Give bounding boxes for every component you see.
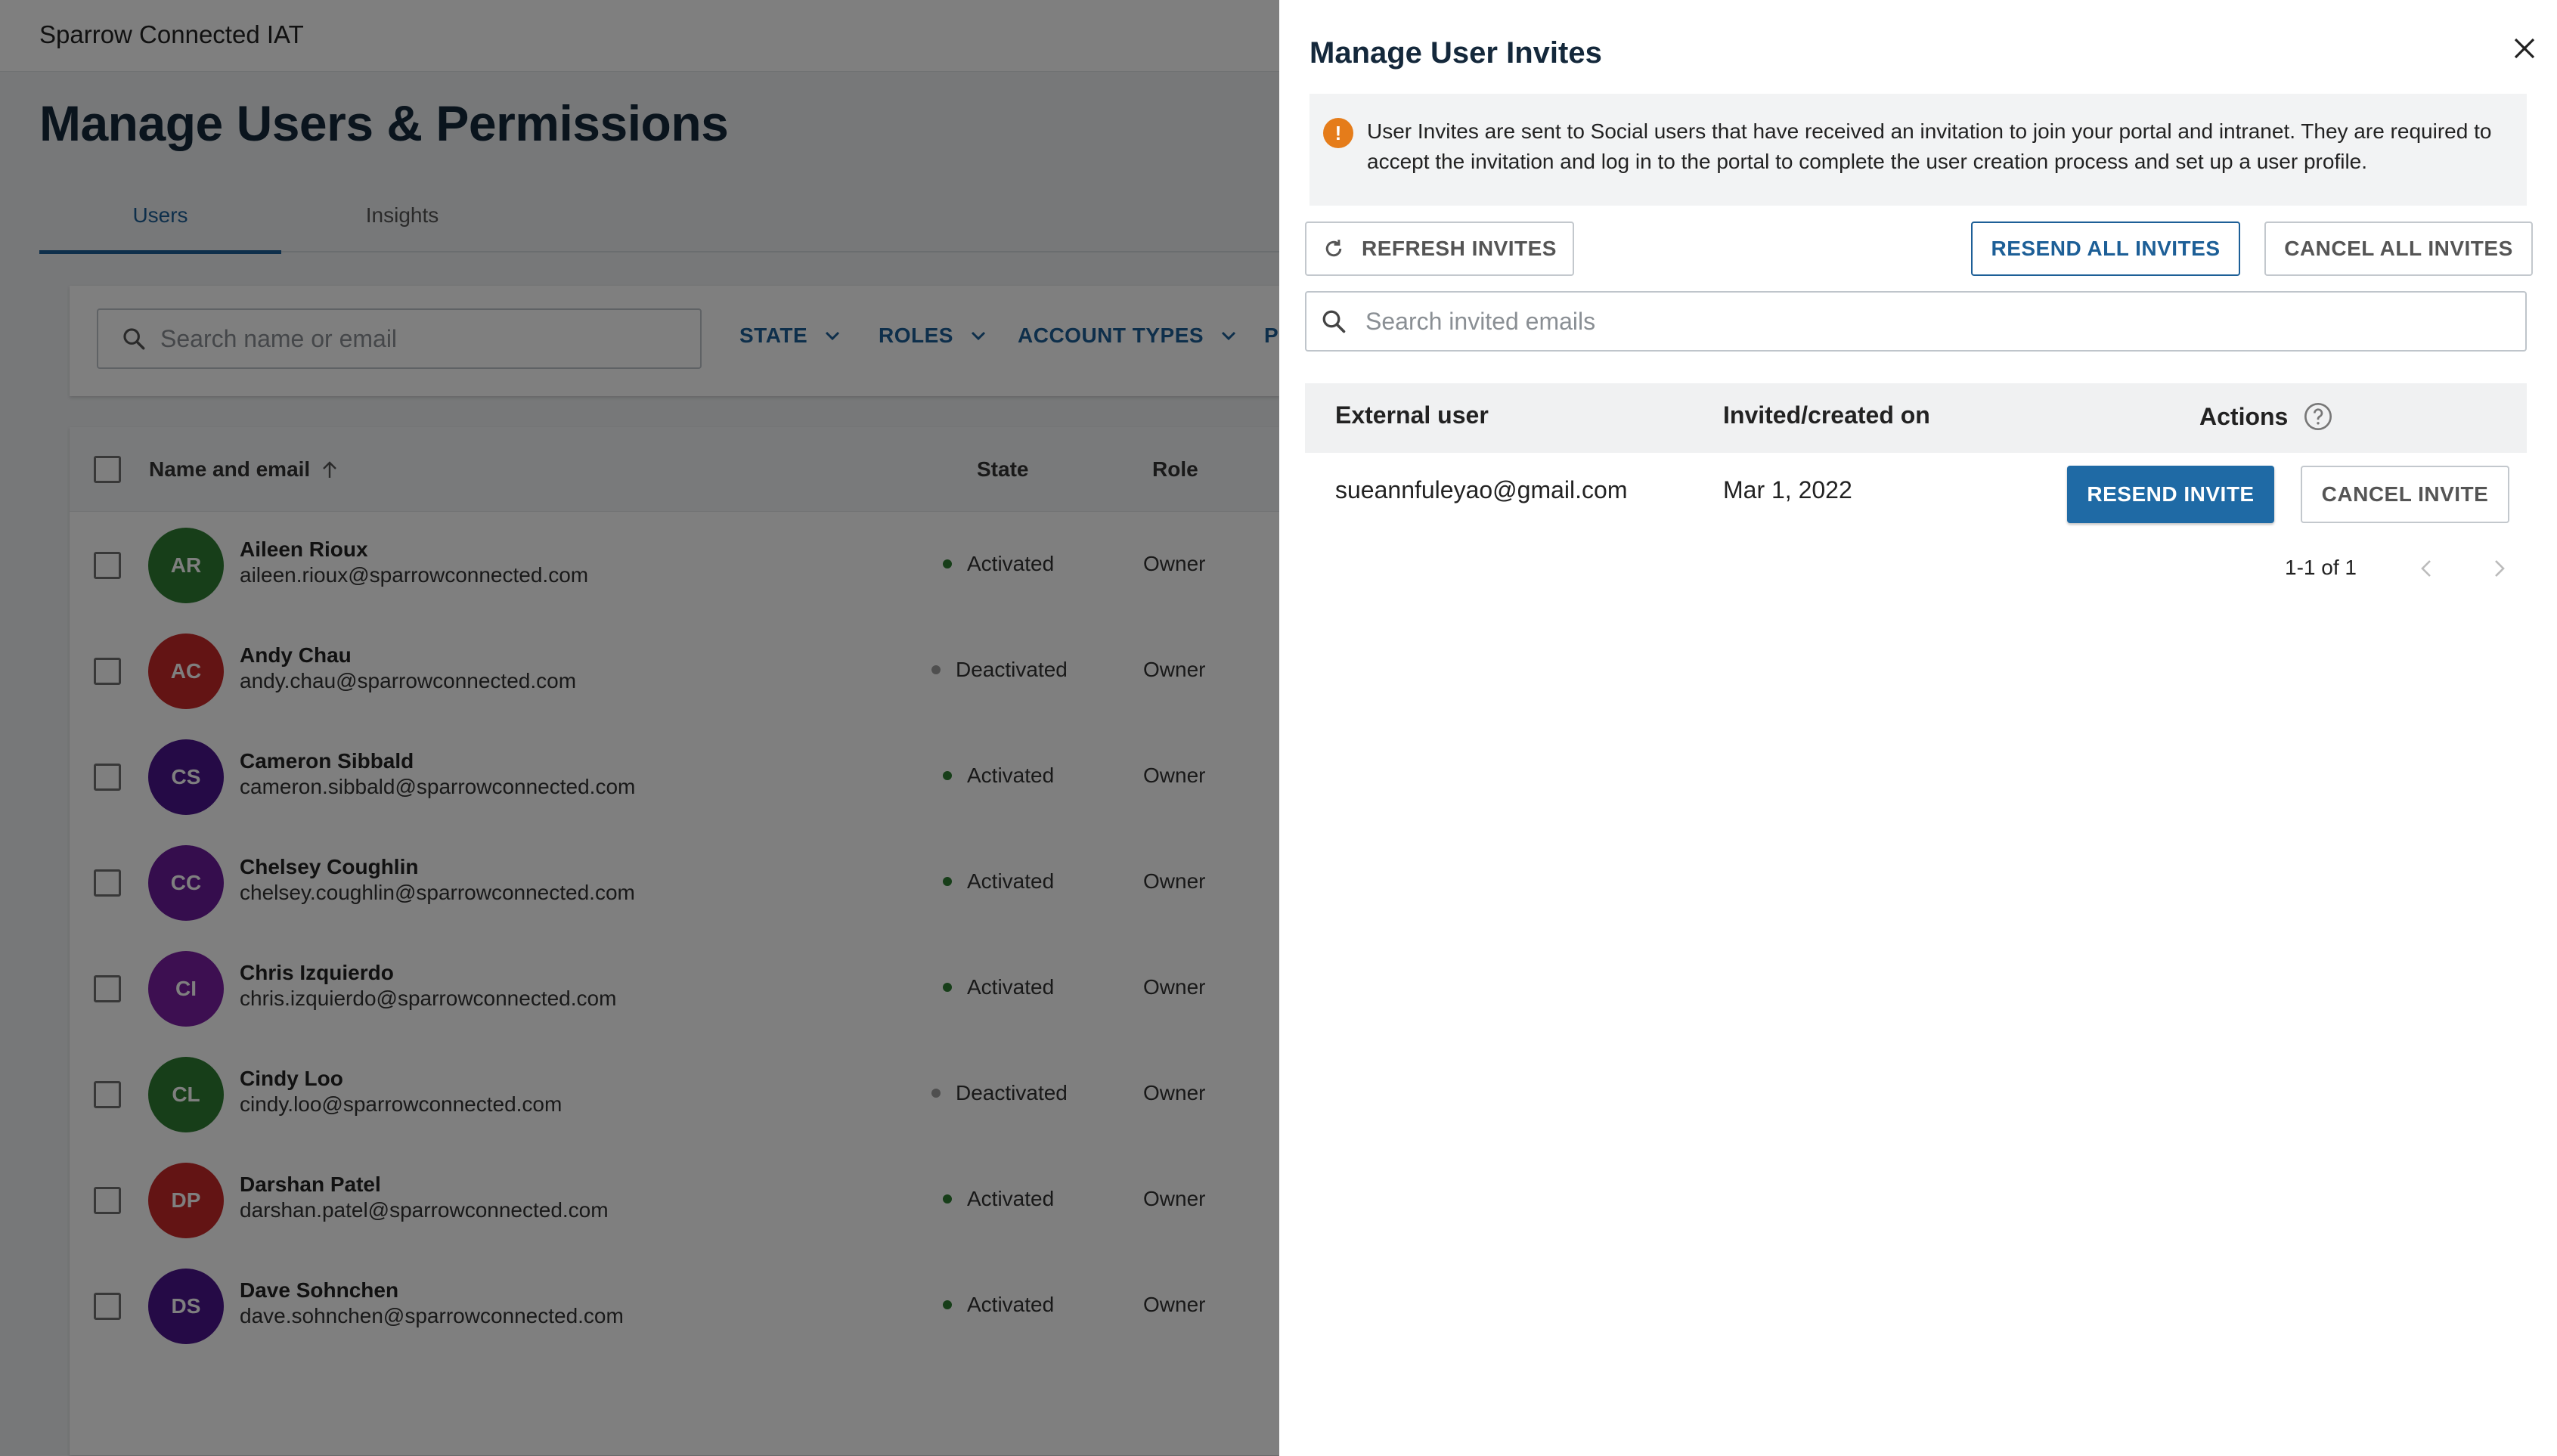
column-header-external-user: External user	[1335, 401, 1489, 429]
cancel-all-invites-button[interactable]: CANCEL ALL INVITES	[2264, 221, 2533, 276]
info-banner	[1309, 94, 2527, 206]
column-header-actions	[2199, 401, 2333, 432]
manage-invites-drawer	[1279, 0, 2557, 1456]
chevron-left-icon	[2419, 558, 2433, 579]
refresh-invites-button[interactable]	[1305, 221, 1574, 276]
info-icon: !	[1323, 118, 1353, 148]
invite-date: Mar 1, 2022	[1723, 476, 1852, 503]
help-icon[interactable]	[2303, 401, 2333, 432]
invite-row	[1305, 454, 2527, 532]
refresh-invites-label: REFRESH INVITES	[1362, 237, 1557, 260]
cancel-invite-button[interactable]: CANCEL INVITE	[2301, 466, 2509, 523]
invited-search-input[interactable]	[1305, 291, 2527, 352]
drawer-title: Manage User Invites	[1309, 36, 1602, 70]
invites-table-header	[1305, 383, 2527, 453]
next-page-button[interactable]	[2484, 553, 2515, 584]
column-header-invited-on: Invited/created on	[1723, 401, 1930, 429]
close-button[interactable]	[2508, 32, 2541, 65]
invited-search-placeholder: Search invited emails	[1365, 307, 1596, 335]
invite-email: sueannfuleyao@gmail.com	[1335, 476, 1628, 503]
chevron-right-icon	[2493, 558, 2506, 579]
previous-page-button[interactable]	[2411, 553, 2441, 584]
refresh-icon	[1322, 237, 1345, 260]
info-text: User Invites are sent to Social users that have received an invitation to join your portal and intranet. They are required to accept the invitation and log in to the portal to complete the user creation process and set up a user profile.	[1367, 119, 2492, 173]
resend-all-invites-button[interactable]: RESEND ALL INVITES	[1971, 221, 2240, 276]
resend-invite-button[interactable]: RESEND INVITE	[2067, 466, 2274, 523]
close-icon	[2512, 36, 2537, 60]
pagination-label: 1-1 of 1	[2285, 556, 2357, 579]
search-icon	[1320, 308, 1347, 335]
column-actions-label: Actions	[2199, 402, 2289, 430]
